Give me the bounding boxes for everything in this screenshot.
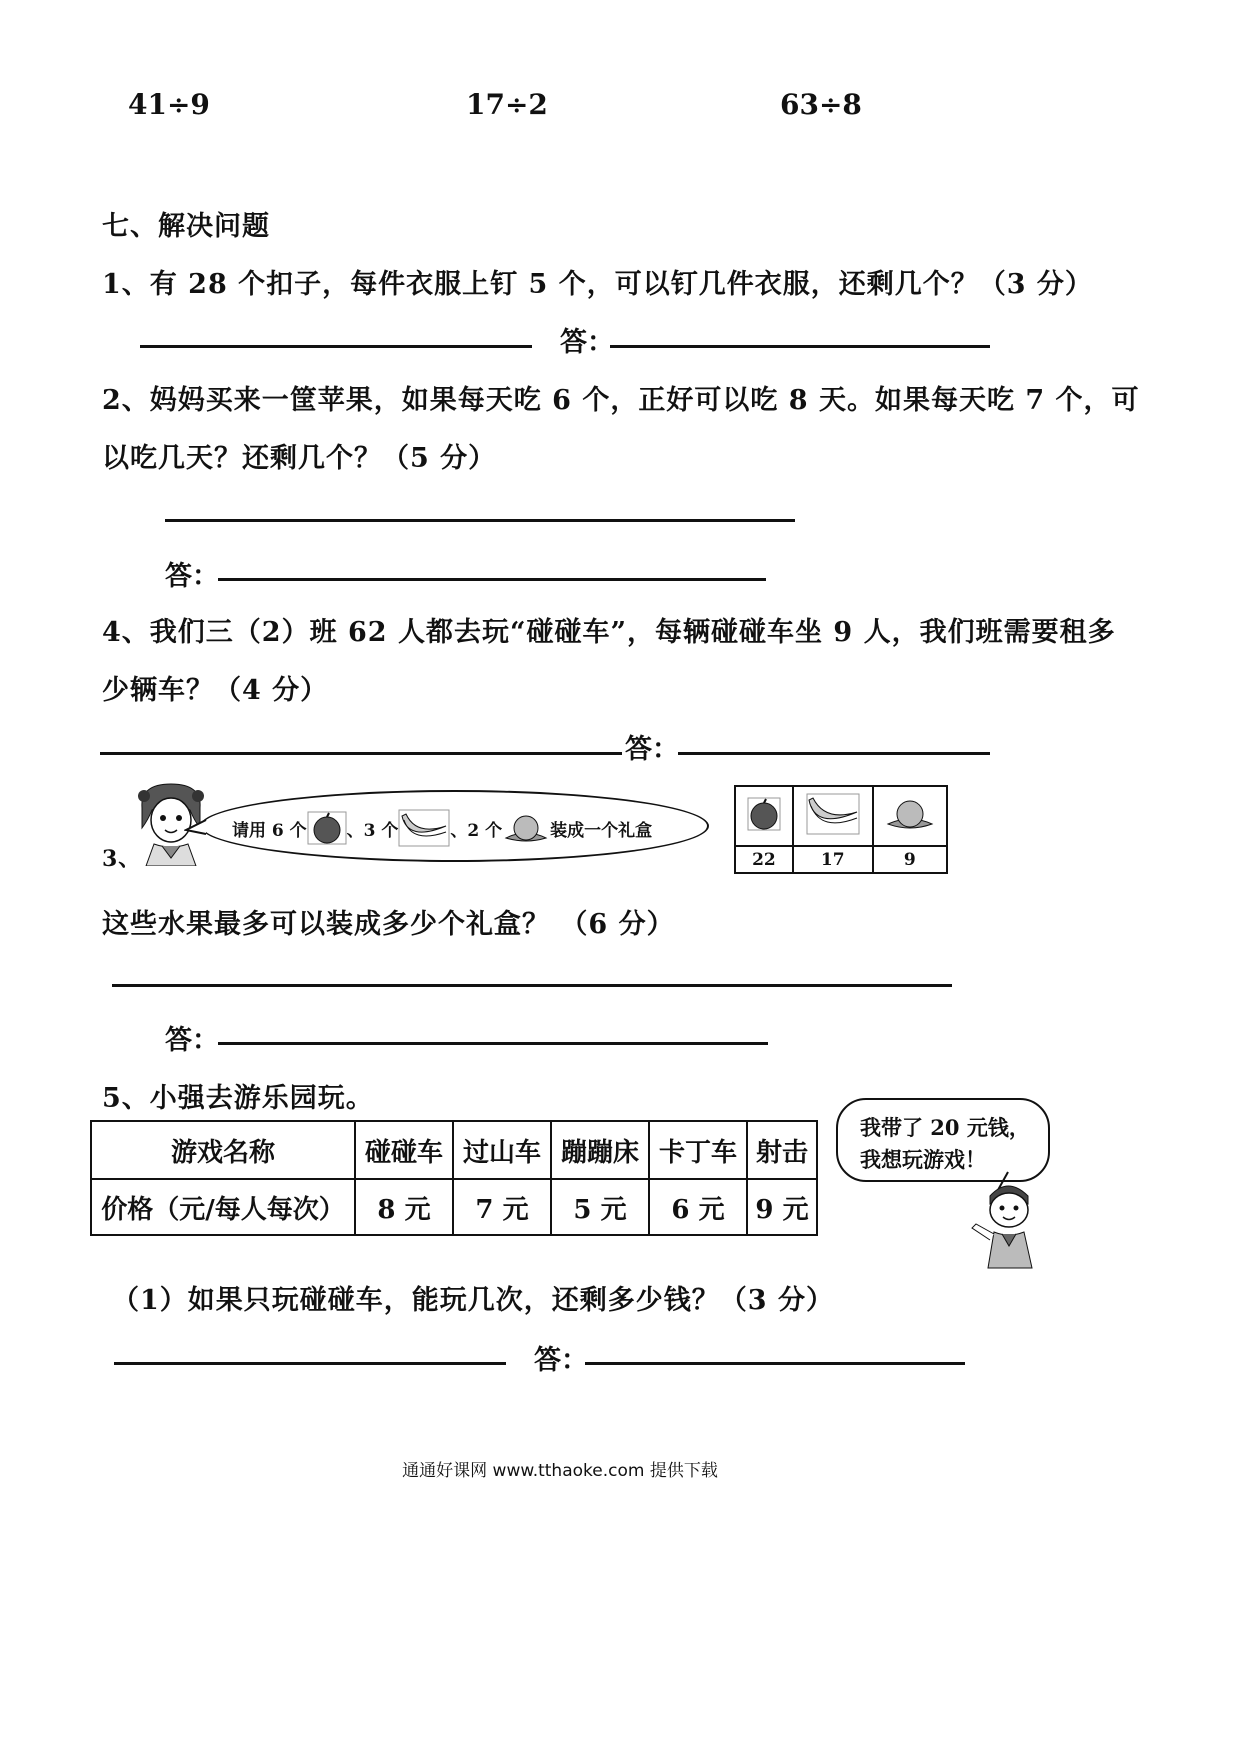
price-table-header-name: 游戏名称 (91, 1121, 355, 1179)
apple-icon (744, 794, 784, 834)
peach-icon (884, 794, 936, 834)
apple-icon (307, 810, 347, 846)
bubble-tail (184, 818, 208, 838)
fruit-cell-apple (735, 786, 793, 846)
bubble-content (232, 808, 652, 848)
boy-illustration (968, 1170, 1048, 1270)
fruit-count-banana: 17 (793, 846, 873, 873)
fruit-count-table (734, 785, 948, 874)
q1-work-line[interactable] (140, 345, 532, 348)
division-problem-3: 63÷8 (780, 88, 862, 121)
q1-answer-line[interactable] (610, 345, 990, 348)
price-go-kart: 6 元 (649, 1179, 747, 1235)
fruit-count-peach: 9 (873, 846, 947, 873)
price-table-header-go-kart: 卡丁车 (649, 1121, 747, 1179)
question-1-text: 1、有 28 个扣子，每件衣服上钉 5 个，可以钉几件衣服，还剩几个？（3 分） (102, 269, 1093, 300)
bubble-text-2: 、3 个 (346, 820, 399, 841)
q3-answer-label: 答： (165, 1025, 219, 1056)
bubble-text-1: 请用 6 个 (232, 820, 307, 841)
division-problem-2: 17÷2 (466, 88, 548, 121)
question-2-line-2: 以吃几天？还剩几个？（5 分） (102, 443, 497, 474)
q1-answer-label: 答： (560, 327, 614, 358)
question-5-sub-1: （1）如果只玩碰碰车，能玩几次，还剩多少钱？（3 分） (112, 1285, 834, 1316)
fruit-count-apple: 22 (735, 846, 793, 873)
bubble-text-3: 、2 个 (450, 820, 503, 841)
page-footer: 通通好课网 www.tthaoke.com 提供下载 (402, 1461, 718, 1481)
q3-answer-line[interactable] (218, 1042, 768, 1045)
banana-icon (398, 808, 450, 848)
q4-answer-line[interactable] (678, 752, 990, 755)
q2-answer-line[interactable] (218, 578, 766, 581)
price-table-header-roller-coaster: 过山车 (453, 1121, 551, 1179)
section-title: 七、解决问题 (102, 211, 270, 242)
question-3-number: 3、 (102, 846, 142, 872)
q5-work-line[interactable] (114, 1362, 506, 1365)
peach-icon (502, 810, 550, 846)
price-table (90, 1120, 818, 1236)
question-4-line-2: 少辆车？（4 分） (102, 675, 329, 706)
q2-work-line[interactable] (165, 519, 795, 522)
division-problem-1: 41÷9 (128, 88, 210, 121)
price-roller-coaster: 7 元 (453, 1179, 551, 1235)
price-table-row-label: 价格（元/每人每次） (91, 1179, 355, 1235)
q5-answer-label: 答： (534, 1345, 588, 1376)
price-table-header-bumper-car: 碰碰车 (355, 1121, 453, 1179)
bubble-text-4: 装成一个礼盒 (550, 820, 653, 841)
question-2-line-1: 2、妈妈买来一筐苹果，如果每天吃 6 个，正好可以吃 8 天。如果每天吃 7 个，可 (102, 385, 1140, 416)
price-trampoline: 5 元 (551, 1179, 649, 1235)
price-table-header-trampoline: 蹦蹦床 (551, 1121, 649, 1179)
q5-answer-line[interactable] (585, 1362, 965, 1365)
price-shooting: 9 元 (747, 1179, 817, 1235)
question-3-text: 这些水果最多可以装成多少个礼盒？ （6 分） (102, 909, 675, 940)
q4-work-line[interactable] (100, 752, 622, 755)
q4-answer-label: 答： (625, 734, 679, 765)
boy-bubble-line-2: 我想玩游戏！ (860, 1147, 986, 1172)
q2-answer-label: 答： (165, 561, 219, 592)
question-5-title: 5、小强去游乐园玩。 (102, 1083, 374, 1114)
price-bumper-car: 8 元 (355, 1179, 453, 1235)
fruit-cell-peach (873, 786, 947, 846)
question-4-line-1: 4、我们三（2）班 62 人都去玩“碰碰车”，每辆碰碰车坐 9 人，我们班需要租多 (102, 617, 1116, 648)
boy-bubble-line-1: 我带了 20 元钱， (860, 1115, 1030, 1140)
q3-work-line[interactable] (112, 984, 952, 987)
fruit-cell-banana (793, 786, 873, 846)
banana-icon (805, 792, 861, 836)
price-table-header-shooting: 射击 (747, 1121, 817, 1179)
